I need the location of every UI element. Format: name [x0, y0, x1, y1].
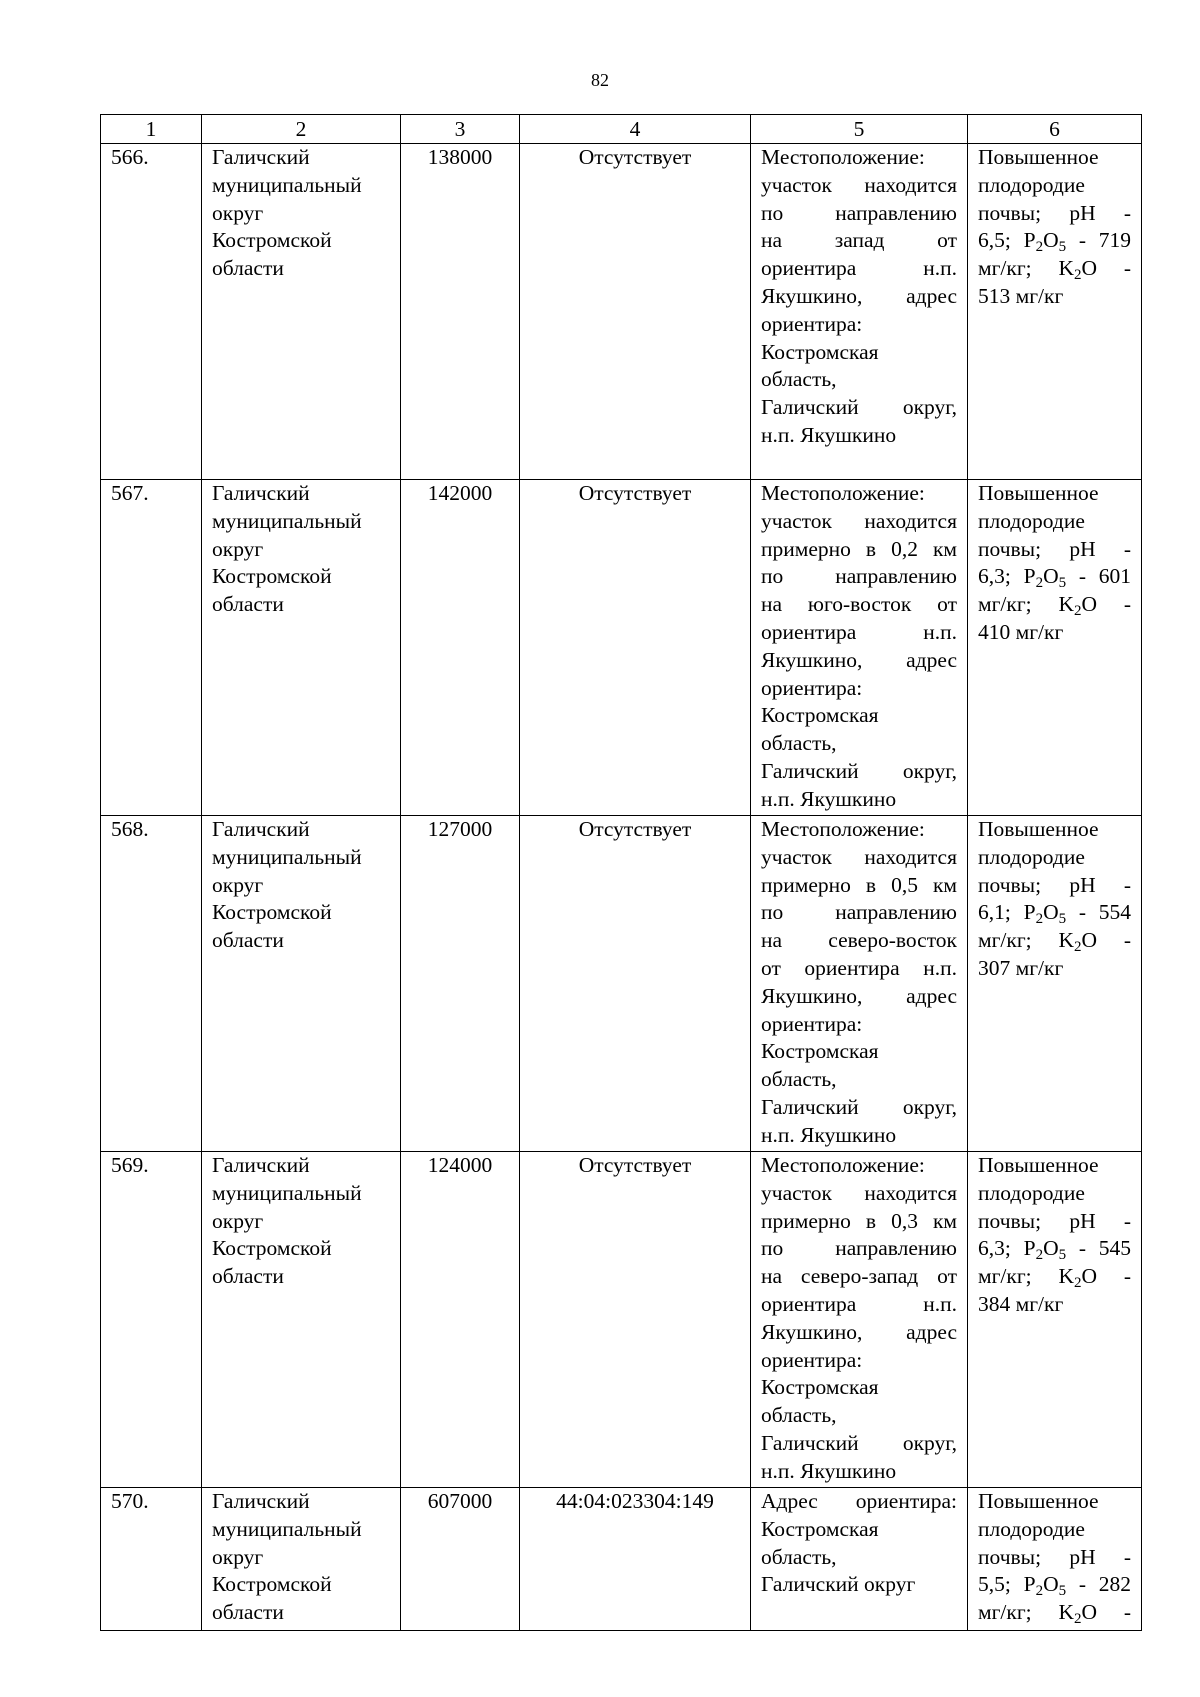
k2o-dash: -	[1123, 256, 1131, 281]
location-line: область,	[761, 367, 837, 392]
table-row	[101, 144, 1142, 480]
location-line: участок находится	[761, 172, 957, 197]
notes-line: почвы; pH -	[978, 536, 1131, 561]
notes-line: плодородие	[978, 508, 1085, 533]
notes-line: плодородие	[978, 844, 1085, 869]
column-header: 4	[520, 115, 751, 144]
area-cell: 127000	[401, 816, 520, 1152]
district-line: Галичский	[212, 817, 310, 841]
location-line: участок находится	[761, 844, 957, 869]
column-header: 5	[751, 115, 968, 144]
unit-label: мг/кг;	[978, 928, 1032, 953]
page-number: 82	[591, 70, 609, 90]
k2o-value-line: 410 мг/кг	[978, 619, 1064, 644]
location-line: участок находится	[761, 508, 957, 533]
k2o-dash: -	[1123, 1264, 1131, 1289]
p2o5-line: 6,3; $P_2O_5 - 545$	[978, 1236, 1131, 1264]
district-line: округ	[212, 536, 264, 561]
ph-value: 5,5;	[978, 1572, 1011, 1597]
subscript: 5	[1058, 575, 1067, 592]
district-line: области	[212, 256, 284, 281]
area-cell: 124000	[401, 1152, 520, 1488]
location-line: по направлению	[761, 900, 957, 925]
district-cell	[202, 1488, 401, 1631]
subscript: 2	[1035, 911, 1044, 928]
district-line: Костромской	[212, 900, 332, 925]
district-line: Галичский	[212, 1489, 310, 1513]
ph-value: 6,3;	[978, 1236, 1011, 1261]
soil-notes-cell	[968, 1488, 1142, 1631]
district-line: округ	[212, 872, 264, 897]
district-line: области	[212, 592, 284, 617]
subscript: 2	[1035, 239, 1044, 256]
location-line: по направлению	[761, 200, 957, 225]
k2o-value-line: 307 мг/кг	[978, 955, 1064, 980]
notes-line: плодородие	[978, 1180, 1085, 1205]
district-line: Галичский	[212, 145, 310, 169]
subscript: 2	[1073, 603, 1082, 620]
subscript: 2	[1035, 1247, 1044, 1264]
district-line: Костромской	[212, 1236, 332, 1261]
notes-line: почвы; pH -	[978, 1544, 1131, 1569]
column-header: 6	[968, 115, 1142, 144]
cadastral-number-cell: Отсутствует	[520, 1152, 751, 1488]
location-cell	[751, 1152, 968, 1488]
location-cell	[751, 816, 968, 1152]
k2o-dash: -	[1123, 592, 1131, 617]
soil-notes-cell	[968, 480, 1142, 816]
row-number-cell: 569.	[101, 1152, 202, 1488]
district-line: Костромской	[212, 1572, 332, 1597]
district-line: муниципальный	[212, 1516, 362, 1541]
p2o5-line: 6,5; $P_2O_5 - 719$	[978, 228, 1131, 256]
notes-line: Повышенное	[978, 481, 1099, 505]
p2o5-line: 6,3; $P_2O_5 - 601$	[978, 564, 1131, 592]
district-line: области	[212, 928, 284, 953]
district-line: муниципальный	[212, 508, 362, 533]
location-line: ориентира:	[761, 311, 863, 336]
district-line: Галичский	[212, 1153, 310, 1177]
location-line: ориентира:	[761, 1011, 863, 1036]
location-line: примерно в 0,5 км	[761, 872, 957, 897]
location-line: Якушкино, адрес	[761, 283, 957, 308]
notes-line: Повышенное	[978, 145, 1099, 169]
table-row	[101, 816, 1142, 1152]
district-cell	[202, 144, 401, 480]
location-line: Якушкино, адрес	[761, 1319, 957, 1344]
location-line: Костромская	[761, 703, 879, 728]
district-line: округ	[212, 200, 264, 225]
location-line: Местоположение:	[761, 817, 925, 841]
k2o-value-line: 513 мг/кг	[978, 283, 1064, 308]
k2o-line: мг/кг; $K_2O$ -	[978, 256, 1131, 284]
cadastral-number-cell: Отсутствует	[520, 144, 751, 480]
location-cell	[751, 480, 968, 816]
subscript: 2	[1035, 1583, 1044, 1600]
district-line: округ	[212, 1544, 264, 1569]
location-line: Костромская	[761, 1375, 879, 1400]
ph-value: 6,3;	[978, 564, 1011, 589]
cadastral-number-cell: 44:04:023304:149	[520, 1488, 751, 1631]
notes-line: Повышенное	[978, 1153, 1099, 1177]
location-line: Костромская	[761, 1039, 879, 1064]
location-line: по направлению	[761, 564, 957, 589]
location-line: Галичский округ,	[761, 395, 957, 420]
district-line: области	[212, 1264, 284, 1289]
district-line: Костромской	[212, 228, 332, 253]
location-line: область,	[761, 731, 837, 756]
location-line: ориентира н.п.	[761, 1291, 957, 1316]
location-line: н.п. Якушкино	[761, 422, 897, 447]
p2o5-value: 282	[1098, 1572, 1131, 1597]
ph-value: 6,5;	[978, 228, 1011, 253]
notes-line: почвы; pH -	[978, 1208, 1131, 1233]
k2o-line: мг/кг; $K_2O$ -	[978, 928, 1131, 956]
subscript: 2	[1073, 939, 1082, 956]
location-line: примерно в 0,2 км	[761, 536, 957, 561]
subscript: 2	[1073, 1275, 1082, 1292]
location-line: Адрес ориентира:	[761, 1489, 957, 1513]
ph-value: 6,1;	[978, 900, 1011, 925]
location-line: Местоположение:	[761, 481, 925, 505]
location-line: н.п. Якушкино	[761, 786, 897, 811]
location-line: примерно в 0,3 км	[761, 1208, 957, 1233]
district-line: муниципальный	[212, 1180, 362, 1205]
k2o-dash: -	[1123, 1600, 1131, 1625]
k2o-line: мг/кг; $K_2O$ -	[978, 592, 1131, 620]
location-line: Якушкино, адрес	[761, 647, 957, 672]
district-line: муниципальный	[212, 844, 362, 869]
soil-notes-cell	[968, 1152, 1142, 1488]
district-cell	[202, 480, 401, 816]
district-line: области	[212, 1600, 284, 1625]
row-number-cell: 567.	[101, 480, 202, 816]
location-line: Костромская	[761, 339, 879, 364]
subscript: 2	[1073, 1611, 1082, 1628]
location-line: Галичский округ,	[761, 1094, 957, 1119]
subscript: 5	[1058, 1583, 1067, 1600]
location-line: Галичский округ,	[761, 1430, 957, 1455]
k2o-dash: -	[1123, 928, 1131, 953]
notes-line: плодородие	[978, 172, 1085, 197]
column-header: 3	[401, 115, 520, 144]
location-line: ориентира н.п.	[761, 619, 957, 644]
location-cell	[751, 144, 968, 480]
subscript: 5	[1058, 239, 1067, 256]
location-line: на северо-запад от	[761, 1264, 957, 1289]
location-line: по направлению	[761, 1236, 957, 1261]
p2o5-value: 719	[1098, 228, 1131, 253]
location-line: ориентира:	[761, 675, 863, 700]
district-line: муниципальный	[212, 172, 362, 197]
notes-line: почвы; pH -	[978, 200, 1131, 225]
location-line: н.п. Якушкино	[761, 1122, 897, 1147]
subscript: 2	[1073, 267, 1082, 284]
k2o-line: мг/кг; $K_2O$ -	[978, 1600, 1131, 1628]
land-plots-table	[100, 114, 1142, 1631]
location-line: Галичский округ,	[761, 758, 957, 783]
soil-notes-cell	[968, 816, 1142, 1152]
district-cell	[202, 1152, 401, 1488]
p2o5-value: 545	[1098, 1236, 1131, 1261]
p2o5-value: 554	[1098, 900, 1131, 925]
location-line: ориентира:	[761, 1347, 863, 1372]
table-row	[101, 1488, 1142, 1631]
p2o5-line: 5,5; $P_2O_5 - 282$	[978, 1572, 1131, 1600]
area-cell: 607000	[401, 1488, 520, 1631]
header-row	[101, 115, 1142, 144]
location-line: Местоположение:	[761, 1153, 925, 1177]
subscript: 2	[1035, 575, 1044, 592]
area-cell: 138000	[401, 144, 520, 480]
column-header: 2	[202, 115, 401, 144]
district-line: округ	[212, 1208, 264, 1233]
k2o-line: мг/кг; $K_2O$ -	[978, 1264, 1131, 1292]
location-line: область,	[761, 1544, 837, 1569]
notes-line: плодородие	[978, 1516, 1085, 1541]
location-line: область,	[761, 1067, 837, 1092]
location-line: от ориентира н.п.	[761, 955, 957, 980]
unit-label: мг/кг;	[978, 256, 1032, 281]
soil-notes-cell	[968, 144, 1142, 480]
p2o5-value: 601	[1098, 564, 1131, 589]
p2o5-line: 6,1; $P_2O_5 - 554$	[978, 900, 1131, 928]
district-line: Галичский	[212, 481, 310, 505]
district-cell	[202, 816, 401, 1152]
unit-label: мг/кг;	[978, 1600, 1032, 1625]
cadastral-number-cell: Отсутствует	[520, 816, 751, 1152]
k2o-value-line: 384 мг/кг	[978, 1291, 1064, 1316]
location-line: ориентира н.п.	[761, 256, 957, 281]
location-line: Галичский округ	[761, 1572, 916, 1597]
subscript: 5	[1058, 911, 1067, 928]
row-number-cell: 566.	[101, 144, 202, 480]
notes-line: Повышенное	[978, 817, 1099, 841]
location-line: на юго-восток от	[761, 592, 957, 617]
location-line: Местоположение:	[761, 145, 925, 169]
notes-line: Повышенное	[978, 1489, 1099, 1513]
location-line: область,	[761, 1403, 837, 1428]
district-line: Костромской	[212, 564, 332, 589]
location-line: н.п. Якушкино	[761, 1458, 897, 1483]
table-row	[101, 480, 1142, 816]
location-line: участок находится	[761, 1180, 957, 1205]
row-number-cell: 570.	[101, 1488, 202, 1631]
row-number-cell: 568.	[101, 816, 202, 1152]
location-line: Костромская	[761, 1516, 879, 1541]
cadastral-number-cell: Отсутствует	[520, 480, 751, 816]
location-line: на запад от	[761, 228, 957, 253]
notes-line: почвы; pH -	[978, 872, 1131, 897]
table-row	[101, 1152, 1142, 1488]
location-line: на северо-восток	[761, 928, 957, 953]
subscript: 5	[1058, 1247, 1067, 1264]
location-cell	[751, 1488, 968, 1631]
column-header: 1	[101, 115, 202, 144]
area-cell: 142000	[401, 480, 520, 816]
unit-label: мг/кг;	[978, 1264, 1032, 1289]
location-line: Якушкино, адрес	[761, 983, 957, 1008]
unit-label: мг/кг;	[978, 592, 1032, 617]
